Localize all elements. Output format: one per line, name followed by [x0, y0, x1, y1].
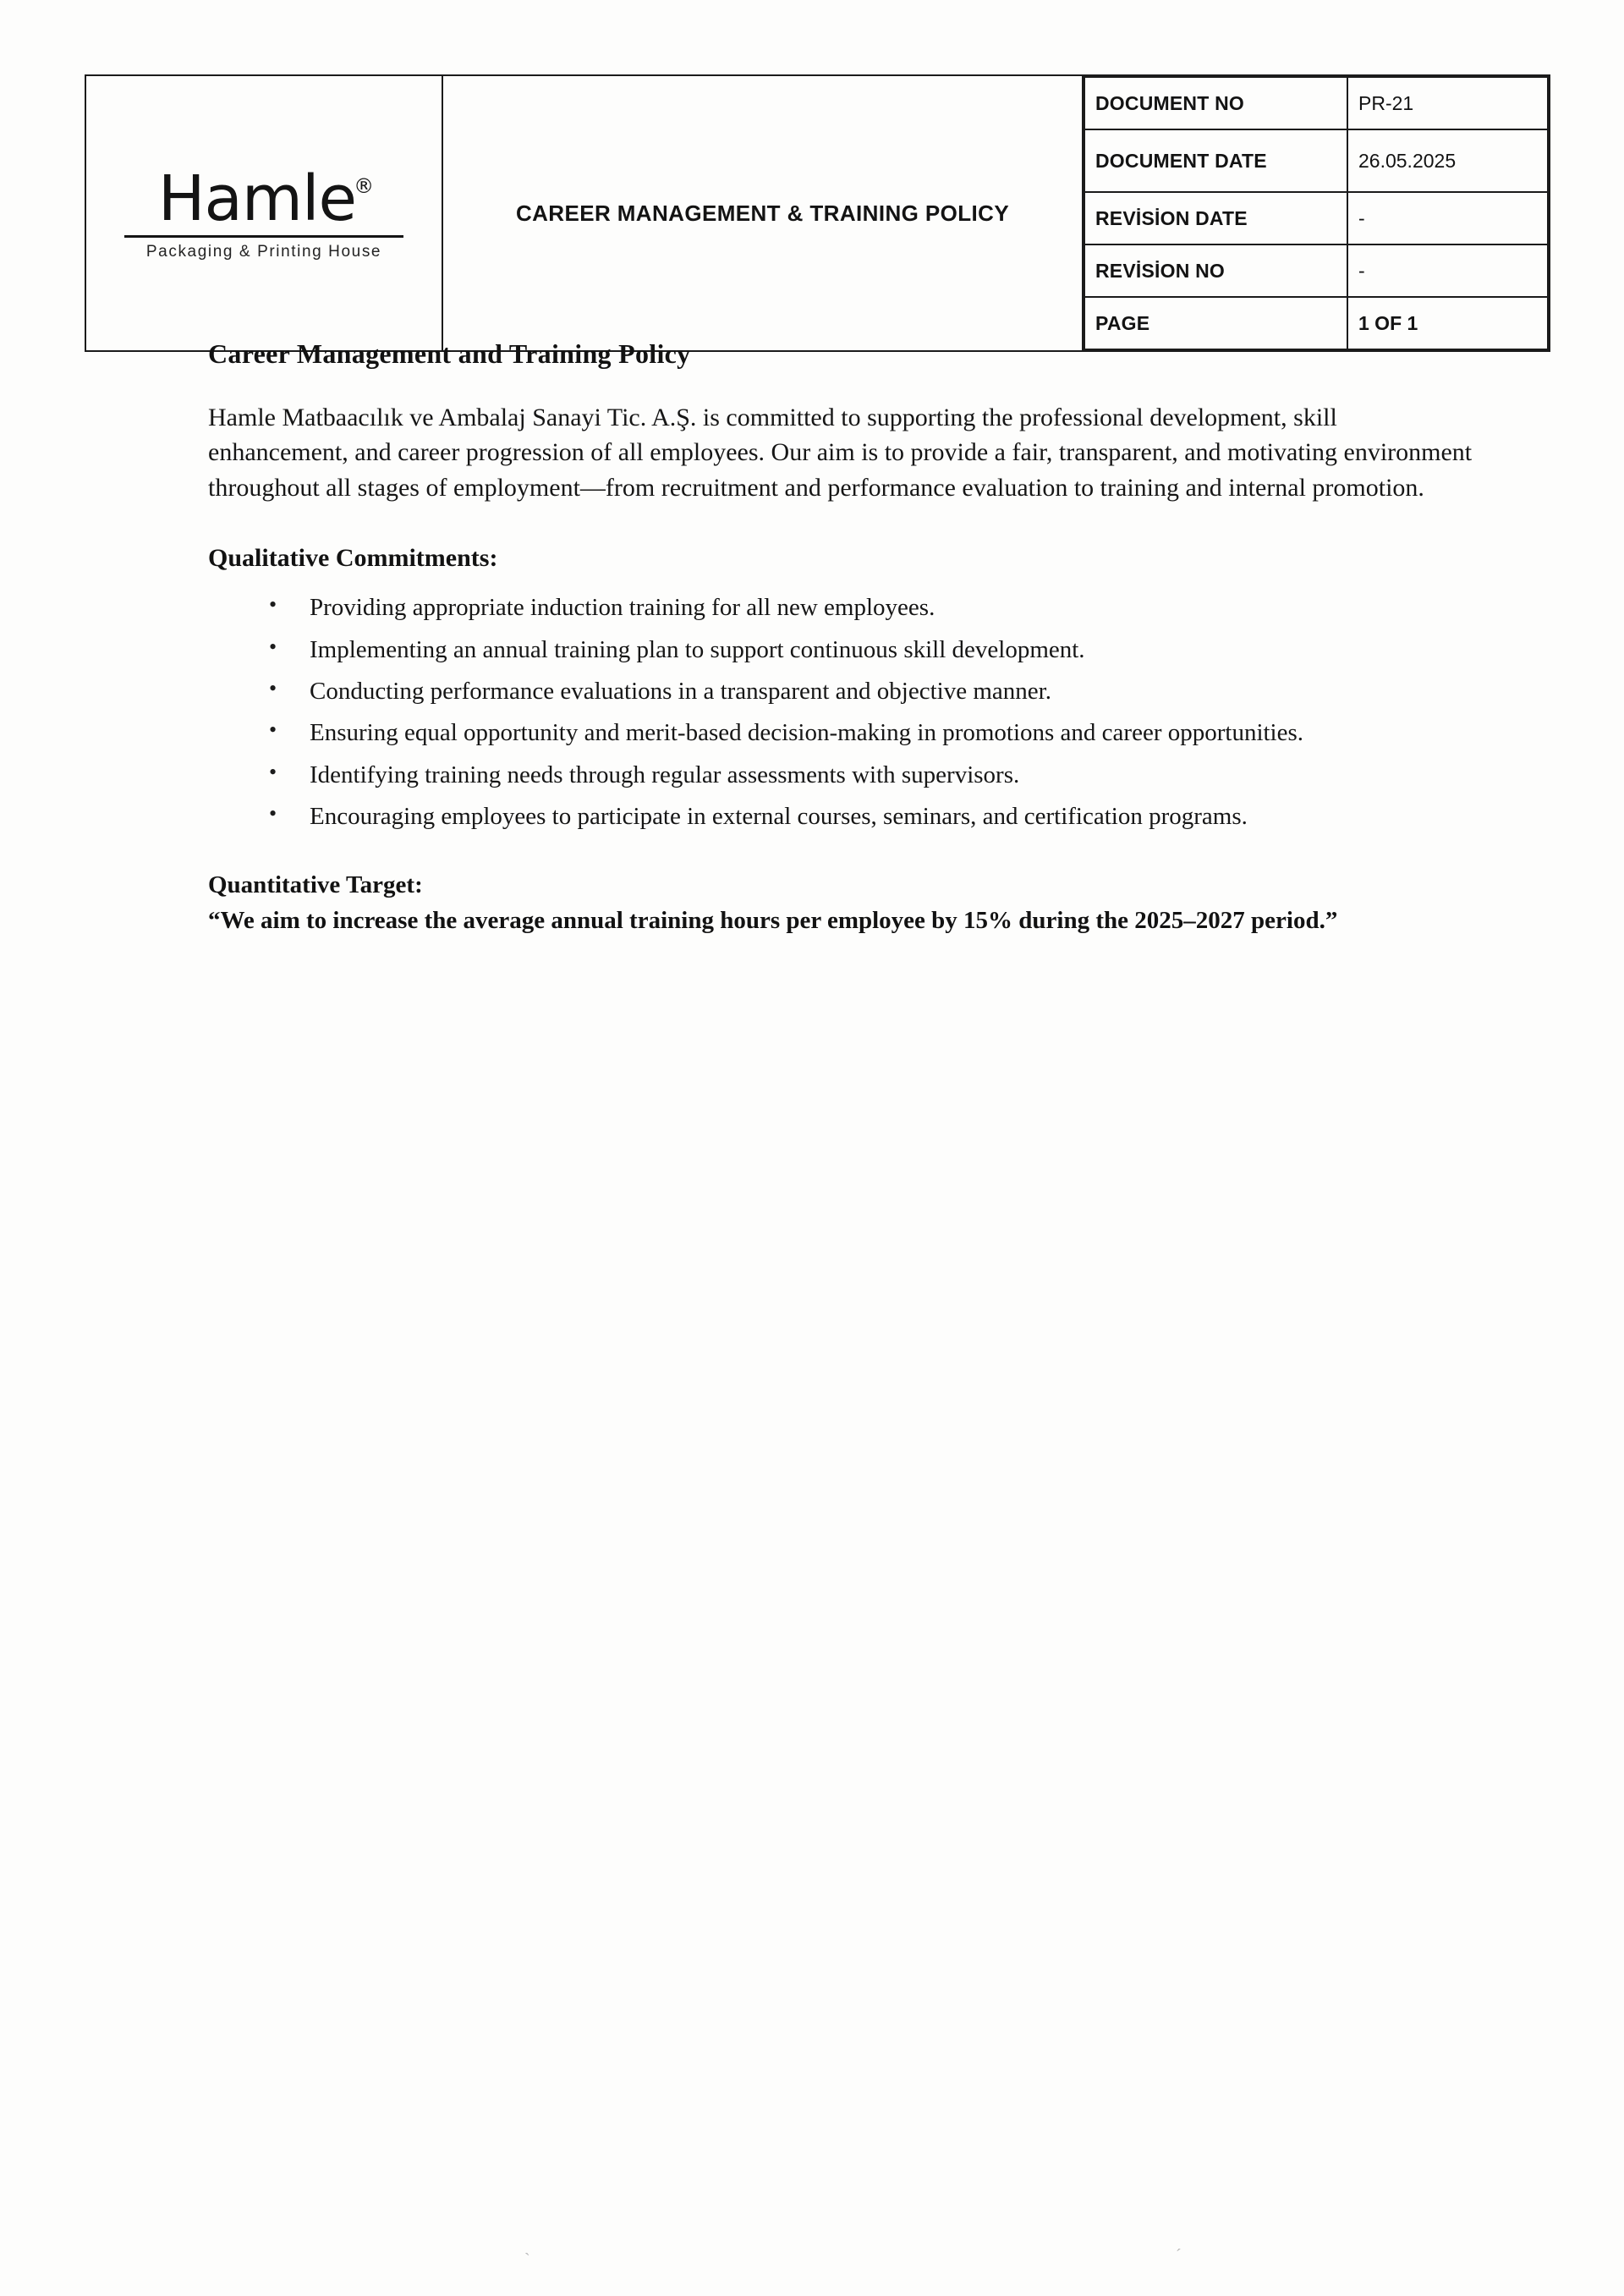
- meta-row-revision-date: [1084, 192, 1548, 244]
- registered-trademark-icon: ®: [354, 173, 374, 198]
- meta-value-document-no: PR-21: [1347, 77, 1548, 129]
- document-body: [208, 338, 1477, 937]
- logo-brand-label: Hamle: [157, 162, 357, 235]
- scan-artifact-right: ´: [1176, 2246, 1182, 2265]
- meta-label-revision-date: REVİSİON DATE: [1084, 192, 1347, 244]
- qualitative-commitments-heading: Qualitative Commitments:: [208, 544, 498, 573]
- document-meta-table: [1084, 76, 1549, 350]
- page-title: Career Management and Training Policy: [208, 338, 691, 369]
- list-item: • Implementing an annual training plan to support continuous skill development.: [269, 634, 1477, 667]
- list-item: • Conducting performance evaluations in a transparent and objective manner.: [269, 675, 1477, 708]
- meta-row-revision-no: [1084, 244, 1548, 297]
- meta-value-document-date: 26.05.2025: [1347, 129, 1548, 192]
- intro-paragraph: Hamle Matbaacılık ve Ambalaj Sanayi Tic. A.Ş. is committed to supporting the professional development, skill enhancement, and career progression of all employees. Our aim is to provide a fair, transparent, and motivating environment throughout all stages of employment—from recruitment and performance evaluation to training and internal promotion.: [208, 404, 1473, 502]
- logo: [86, 162, 442, 261]
- meta-label-document-date: DOCUMENT DATE: [1084, 129, 1347, 192]
- meta-label-document-no: DOCUMENT NO: [1084, 77, 1347, 129]
- quantitative-target-heading: Quantitative Target:: [208, 871, 423, 898]
- logo-brand-text: [157, 162, 374, 235]
- document-title: CAREER MANAGEMENT & TRAINING POLICY: [442, 75, 1083, 351]
- company-logo-cell: [85, 75, 442, 351]
- meta-label-page: PAGE: [1084, 297, 1347, 349]
- scan-artifact-left: `: [524, 2250, 530, 2269]
- qualitative-commitments-list: [208, 591, 1477, 834]
- list-item: • Encouraging employees to participate in external courses, seminars, and certification programs.: [269, 800, 1477, 833]
- meta-row-document-no: [1084, 77, 1548, 129]
- meta-value-page: 1 OF 1: [1347, 297, 1548, 349]
- meta-row-document-date: [1084, 129, 1548, 192]
- document-meta-cell: [1083, 75, 1550, 351]
- logo-divider: [124, 235, 403, 238]
- list-item: • Identifying training needs through regular assessments with supervisors.: [269, 759, 1477, 792]
- quantitative-target-text: “We aim to increase the average annual training hours per employee by 15% during the 2025–2027 period.”: [208, 906, 1338, 934]
- meta-value-revision-date: -: [1347, 192, 1548, 244]
- list-item: • Providing appropriate induction training for all new employees.: [269, 591, 1477, 624]
- document-header-table: [85, 74, 1550, 352]
- list-item: • Ensuring equal opportunity and merit-based decision-making in promotions and career opportunities.: [269, 717, 1477, 750]
- meta-label-revision-no: REVİSİON NO: [1084, 244, 1347, 297]
- logo-tagline: Packaging & Printing House: [145, 242, 382, 261]
- meta-value-revision-no: -: [1347, 244, 1548, 297]
